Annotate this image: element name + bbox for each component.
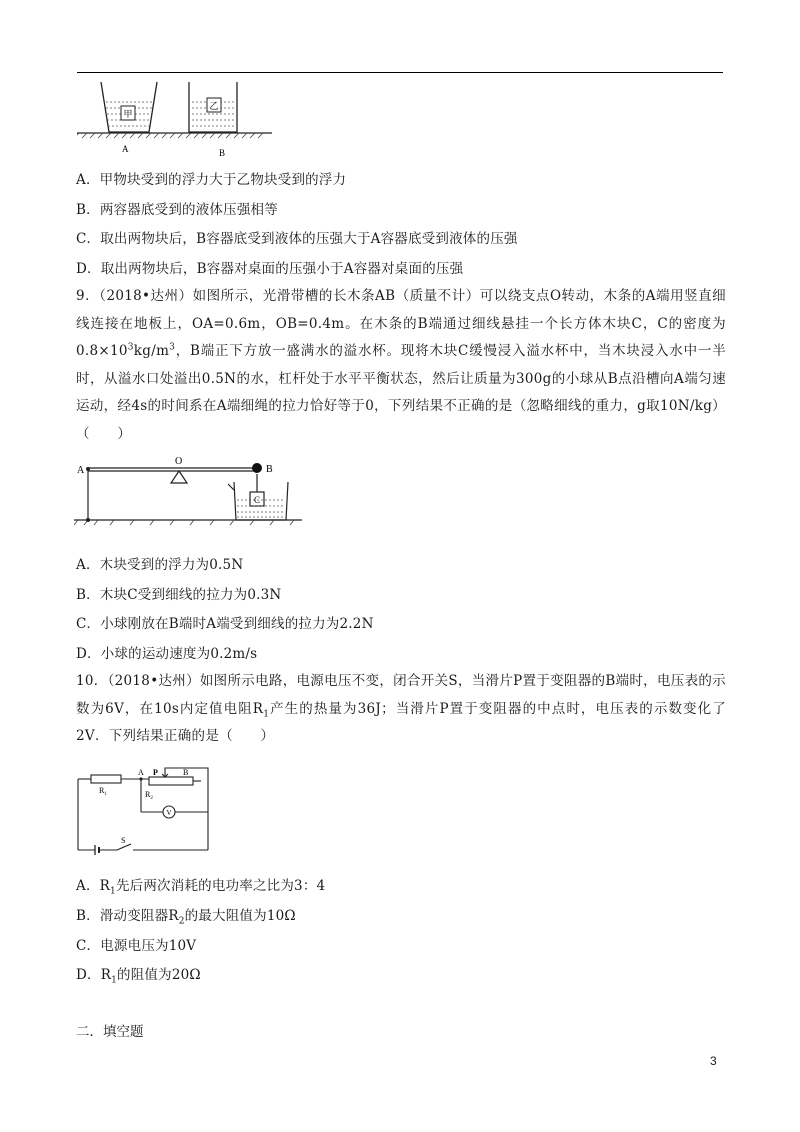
fulcrum	[171, 471, 187, 483]
q8-option-a: A．甲物块受到的浮力大于乙物块受到的浮力	[76, 172, 347, 188]
figure-two-containers	[77, 80, 277, 160]
q9-option-b: B．木块C受到细线的拉力为0.3N	[76, 587, 282, 603]
block-jia-label: 甲	[123, 110, 133, 120]
q10-option-c: C．电源电压为10V	[76, 938, 197, 954]
ball	[252, 463, 262, 473]
q10-stem: 10．（2018•达州）如图所示电路，电源电压不变，闭合开关S，当滑片P置于变阻器的B端时，电压表的示数为6V，在10s内定值电阻$R_1$产生的热量为36J；当滑片P置于变阻器的中点时，电压表的示数变化了2V．下列结果正确的是（ ）	[76, 673, 727, 744]
q9-option-c: C．小球刚放在B端时A端受到细线的拉力为2.2N	[76, 616, 374, 632]
overflow-spout	[228, 484, 234, 490]
pin-a-top	[86, 467, 90, 471]
rheostat-r2	[149, 777, 193, 785]
figure-circuit	[75, 765, 215, 860]
q10-option-b: B．滑动变阻器$R_2$的最大阻值为10Ω	[76, 908, 296, 927]
container-b-label: B	[219, 148, 226, 158]
lever-label-o: O	[175, 456, 183, 467]
q9-option-a: A．木块受到的浮力为0.5N	[76, 557, 244, 573]
label-r2: $R_2$	[145, 790, 153, 801]
resistor-r1	[91, 775, 121, 783]
header-rule	[77, 72, 723, 73]
label-s: S	[121, 836, 126, 845]
q9-option-d: D．小球的运动速度为0.2m/s	[76, 646, 258, 662]
q10-option-a: A．$R_1$先后两次消耗的电功率之比为3：4	[76, 878, 326, 897]
label-v: V	[166, 809, 172, 817]
label-b: B	[183, 768, 189, 777]
container-a-label: A	[122, 144, 129, 154]
q8-option-c: C．取出两物块后，B容器底受到液体的压强大于A容器底受到液体的压强	[76, 231, 518, 247]
block-yi-label: 乙	[209, 102, 219, 112]
lever-label-b: B	[266, 464, 273, 475]
pin-a-bottom	[86, 518, 90, 522]
q9-stem: 9．（2018•达州）如图所示，光滑带槽的长木条AB（质量不计）可以绕支点O转动，木条的A端用竖直细线连接在地板上，OA=0.6m，OB=0.4m。在木条的B端通过细线悬挂一个长方体木块C，C的密度为$0.8\times 10^3kg/m^3$，B端正下方放一盛满水的溢水杯。现将木块C缓慢浸入溢水杯中，当木块浸入水中一半时，从溢水口处溢出0.5N的水，杠杆处于水平平衡状态，然后让质量为300g的小球从B点沿槽向A端匀速运动，经4s的时间系在A端细绳的拉力恰好等于0，下列结果不正确的是（忽略细线的重力，g取10N/kg）（ ）	[76, 288, 726, 442]
figure-lever	[74, 440, 304, 530]
q8-option-d: D．取出两物块后，B容器对桌面的压强小于A容器对桌面的压强	[76, 261, 464, 277]
label-a: A	[138, 768, 144, 777]
page-number: 3	[710, 1054, 717, 1068]
q10-option-d: D．$R_1$的阻值为20Ω	[76, 967, 201, 986]
label-p: P	[153, 768, 158, 777]
block-c-label: C	[253, 495, 261, 505]
lever-label-a: A	[77, 465, 85, 476]
label-r1: $R_1$	[99, 786, 107, 797]
section-heading: 二．填空题	[76, 1024, 144, 1040]
q8-option-b: B．两容器底受到的液体压强相等	[76, 202, 278, 218]
